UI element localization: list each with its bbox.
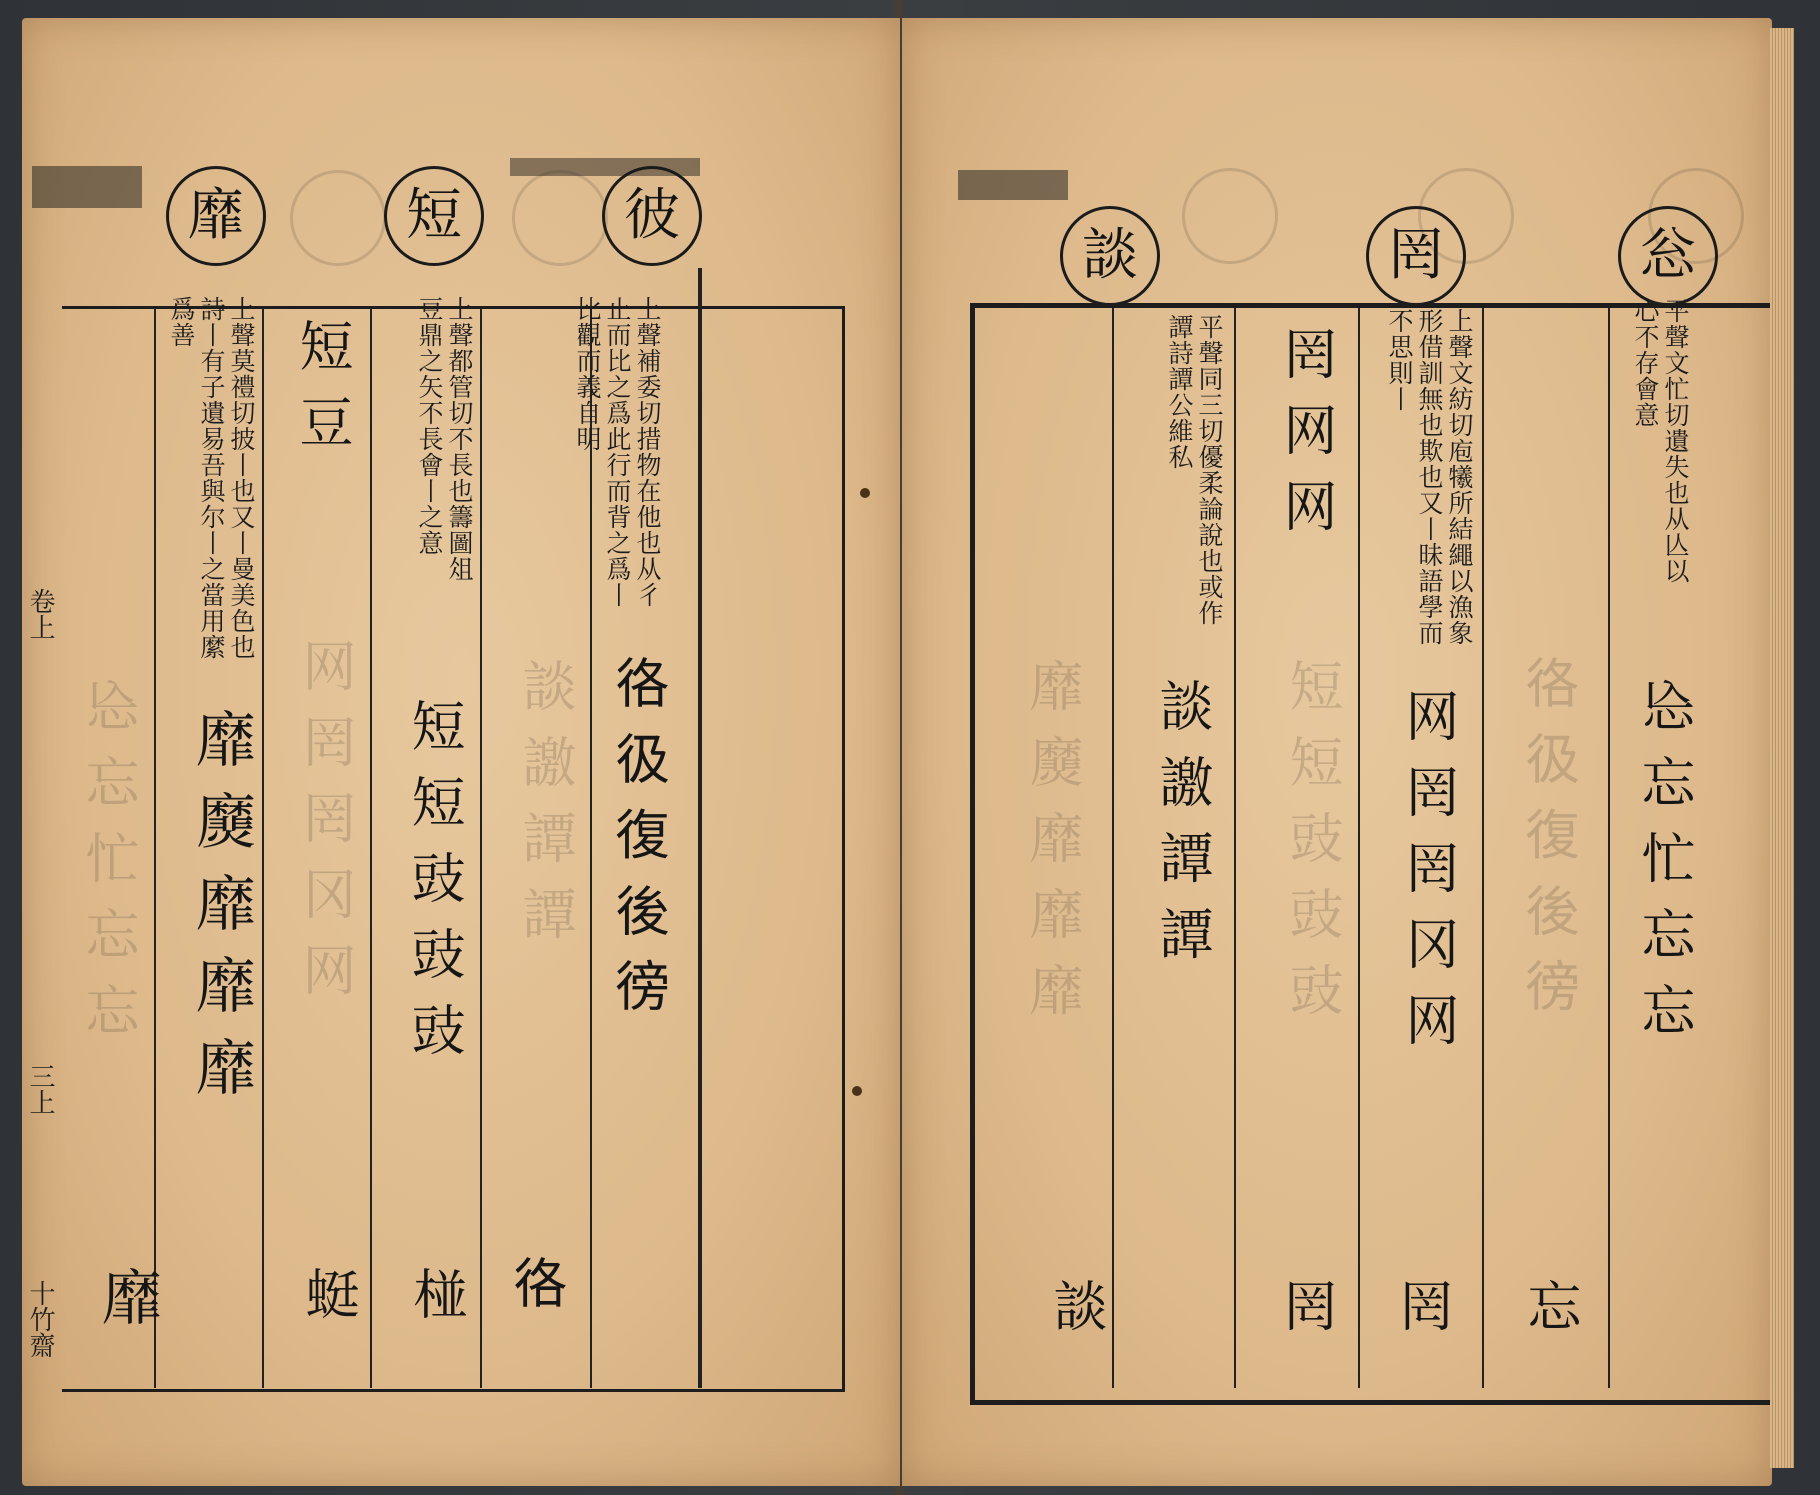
folio-number: 三上	[25, 1063, 55, 1115]
bleed-through-text: 談譤譚譚	[514, 658, 577, 962]
column-rule	[1234, 308, 1236, 1388]
head-character-1: 靡	[166, 166, 266, 266]
worm-hole	[860, 488, 870, 498]
outer-rule	[698, 268, 702, 1388]
bleed-through-text: 𢓜彶復後徬	[1520, 658, 1583, 1038]
head-character-2: 短	[384, 166, 484, 266]
column-rule	[1112, 308, 1114, 1388]
juan-label: 卷上	[25, 588, 55, 640]
bleed-through-text: 网罔罔冈网	[294, 638, 357, 1018]
seal-forms: 短豆	[291, 318, 354, 470]
head-character-2: 罔	[1366, 206, 1466, 306]
ghost-circle	[1182, 168, 1278, 264]
seal-forms: 㤀忘忙忘忘	[1633, 678, 1696, 1058]
definition-text: 平聲同三切優柔論說也或作譚詩譚公維私	[1165, 314, 1224, 626]
ink-smear	[958, 170, 1068, 200]
bleed-through-text: 短短豉豉豉	[1281, 658, 1344, 1038]
head-character-1: 談	[1060, 206, 1160, 306]
seal-forms: 靡㸏靡靡靡	[186, 708, 256, 1118]
seal-forms: 談譤譚譚	[1151, 678, 1214, 982]
seal-tail: 椪	[405, 1266, 468, 1342]
seal-tail: 忘	[1519, 1278, 1582, 1354]
right-page	[902, 18, 1772, 1486]
seal-tail: 罔	[1275, 1278, 1338, 1354]
column-rule	[1358, 308, 1360, 1388]
ink-smear	[32, 166, 142, 208]
page-edges	[1770, 28, 1794, 1468]
definition-text: 上聲文紡切庖犧所結繩以漁象形借訓無也欺也又丨昧語學而不思則丨	[1385, 308, 1474, 646]
head-character-3: 彼	[602, 166, 702, 266]
column-rule	[154, 308, 156, 1388]
definition-text: 平聲文忙切遺失也从亾以心不存會意	[1631, 298, 1690, 584]
seal-tail: 罔	[1391, 1278, 1454, 1354]
studio-name: 十竹齋	[25, 1280, 55, 1358]
seal-forms: 短短豉豉豉	[403, 698, 466, 1078]
bleed-through-text: 㤀忘忙忘忘	[77, 678, 140, 1058]
bleed-through-text: 靡㸏靡靡靡	[1021, 658, 1084, 1038]
seal-tail: 靡	[92, 1266, 162, 1348]
ghost-circle	[290, 170, 386, 266]
definition-text: 上聲補委切措物在他也从彳止而比之爲此行而背之爲丨比觀而義自明	[573, 296, 662, 608]
seal-tail: 蜓	[297, 1266, 360, 1342]
worm-hole	[852, 1086, 862, 1096]
head-character-3: 忩	[1618, 206, 1718, 306]
column-rule	[590, 308, 592, 1388]
definition-text: 上聲莫禮切披丨也又丨曼美色也詩丨有子遺易吾與尔丨之當用縻爲善	[167, 296, 256, 660]
left-page	[22, 18, 900, 1486]
column-rule	[1482, 308, 1484, 1388]
seal-tail: 談	[1045, 1278, 1108, 1354]
column-rule	[1608, 308, 1610, 1388]
seal-forms: 𢓜彶復後徬	[610, 658, 673, 1038]
column-rule	[370, 308, 372, 1388]
seal-tail: 𢓜	[508, 1258, 571, 1334]
column-rule	[480, 308, 482, 1388]
definition-text: 上聲都管切不長也籌圖俎豆鼎之矢不長會丨之意	[415, 296, 474, 582]
ghost-circle	[512, 170, 608, 266]
seal-forms: 网罔罔冈网	[1397, 688, 1460, 1068]
seal-forms: 罔网网	[1275, 326, 1338, 554]
